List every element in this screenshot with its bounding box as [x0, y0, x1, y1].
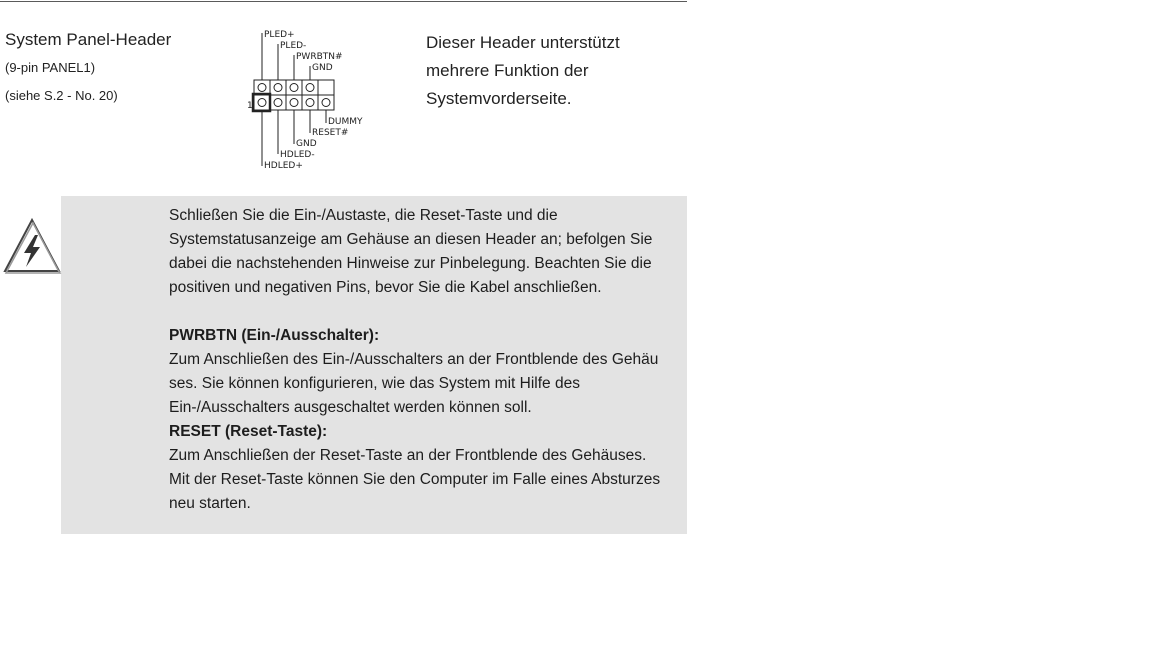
- section-subtitle-pin: (9-pin PANEL1): [5, 60, 96, 75]
- label-pin1: 1: [247, 101, 253, 111]
- reset-line: neu starten.: [169, 495, 251, 512]
- reset-line: Mit der Reset-Taste können Sie den Computer im Falle eines Absturzes: [169, 471, 661, 488]
- label-gnd-top: GND: [312, 63, 333, 73]
- panel-header-pin-diagram: [244, 28, 374, 170]
- label-hdled-plus: HDLED+: [264, 161, 303, 170]
- note-intro-line: Schließen Sie die Ein-/Austaste, die Reset-Taste und die: [169, 207, 558, 224]
- label-pled-minus: PLED-: [280, 41, 307, 51]
- description-line: Systemvorderseite.: [426, 89, 572, 108]
- label-gnd-bottom: GND: [296, 139, 317, 149]
- label-pwrbtn: PWRBTN#: [296, 52, 343, 62]
- description-line: Dieser Header unterstützt: [426, 33, 620, 52]
- reset-heading: RESET (Reset-Taste):: [169, 423, 328, 440]
- note-text: [169, 204, 684, 516]
- description-line: mehrere Funktion der: [426, 61, 589, 80]
- note-intro-line: Systemstatusanzeige am Gehäuse an diesen Header an; befolgen Sie: [169, 231, 653, 248]
- section-title: System Panel-Header: [5, 30, 172, 49]
- pwrbtn-line: Zum Anschließen des Ein-/Ausschalters an der Frontblende des Gehäu: [169, 351, 659, 368]
- pwrbtn-heading: PWRBTN (Ein-/Ausschalter):: [169, 327, 380, 344]
- note-intro-line: positiven und negativen Pins, bevor Sie die Kabel anschließen.: [169, 279, 602, 296]
- pwrbtn-line: ses. Sie können konfigurieren, wie das System mit Hilfe des: [169, 375, 580, 392]
- header-description: [426, 29, 620, 113]
- reset-line: Zum Anschließen der Reset-Taste an der Frontblende des Gehäuses.: [169, 447, 647, 464]
- label-hdled-minus: HDLED-: [280, 150, 315, 160]
- note-intro-line: dabei die nachstehenden Hinweise zur Pinbelegung. Beachten Sie die: [169, 255, 652, 272]
- warning-lightning-icon: [2, 217, 62, 275]
- label-dummy: DUMMY: [328, 117, 363, 127]
- section-subtitle-reference: (siehe S.2 - No. 20): [5, 88, 118, 103]
- top-divider: [0, 1, 687, 2]
- label-reset: RESET#: [312, 128, 349, 138]
- label-pled-plus: PLED+: [264, 30, 295, 40]
- pwrbtn-line: Ein-/Ausschalters ausgeschaltet werden können soll.: [169, 399, 532, 416]
